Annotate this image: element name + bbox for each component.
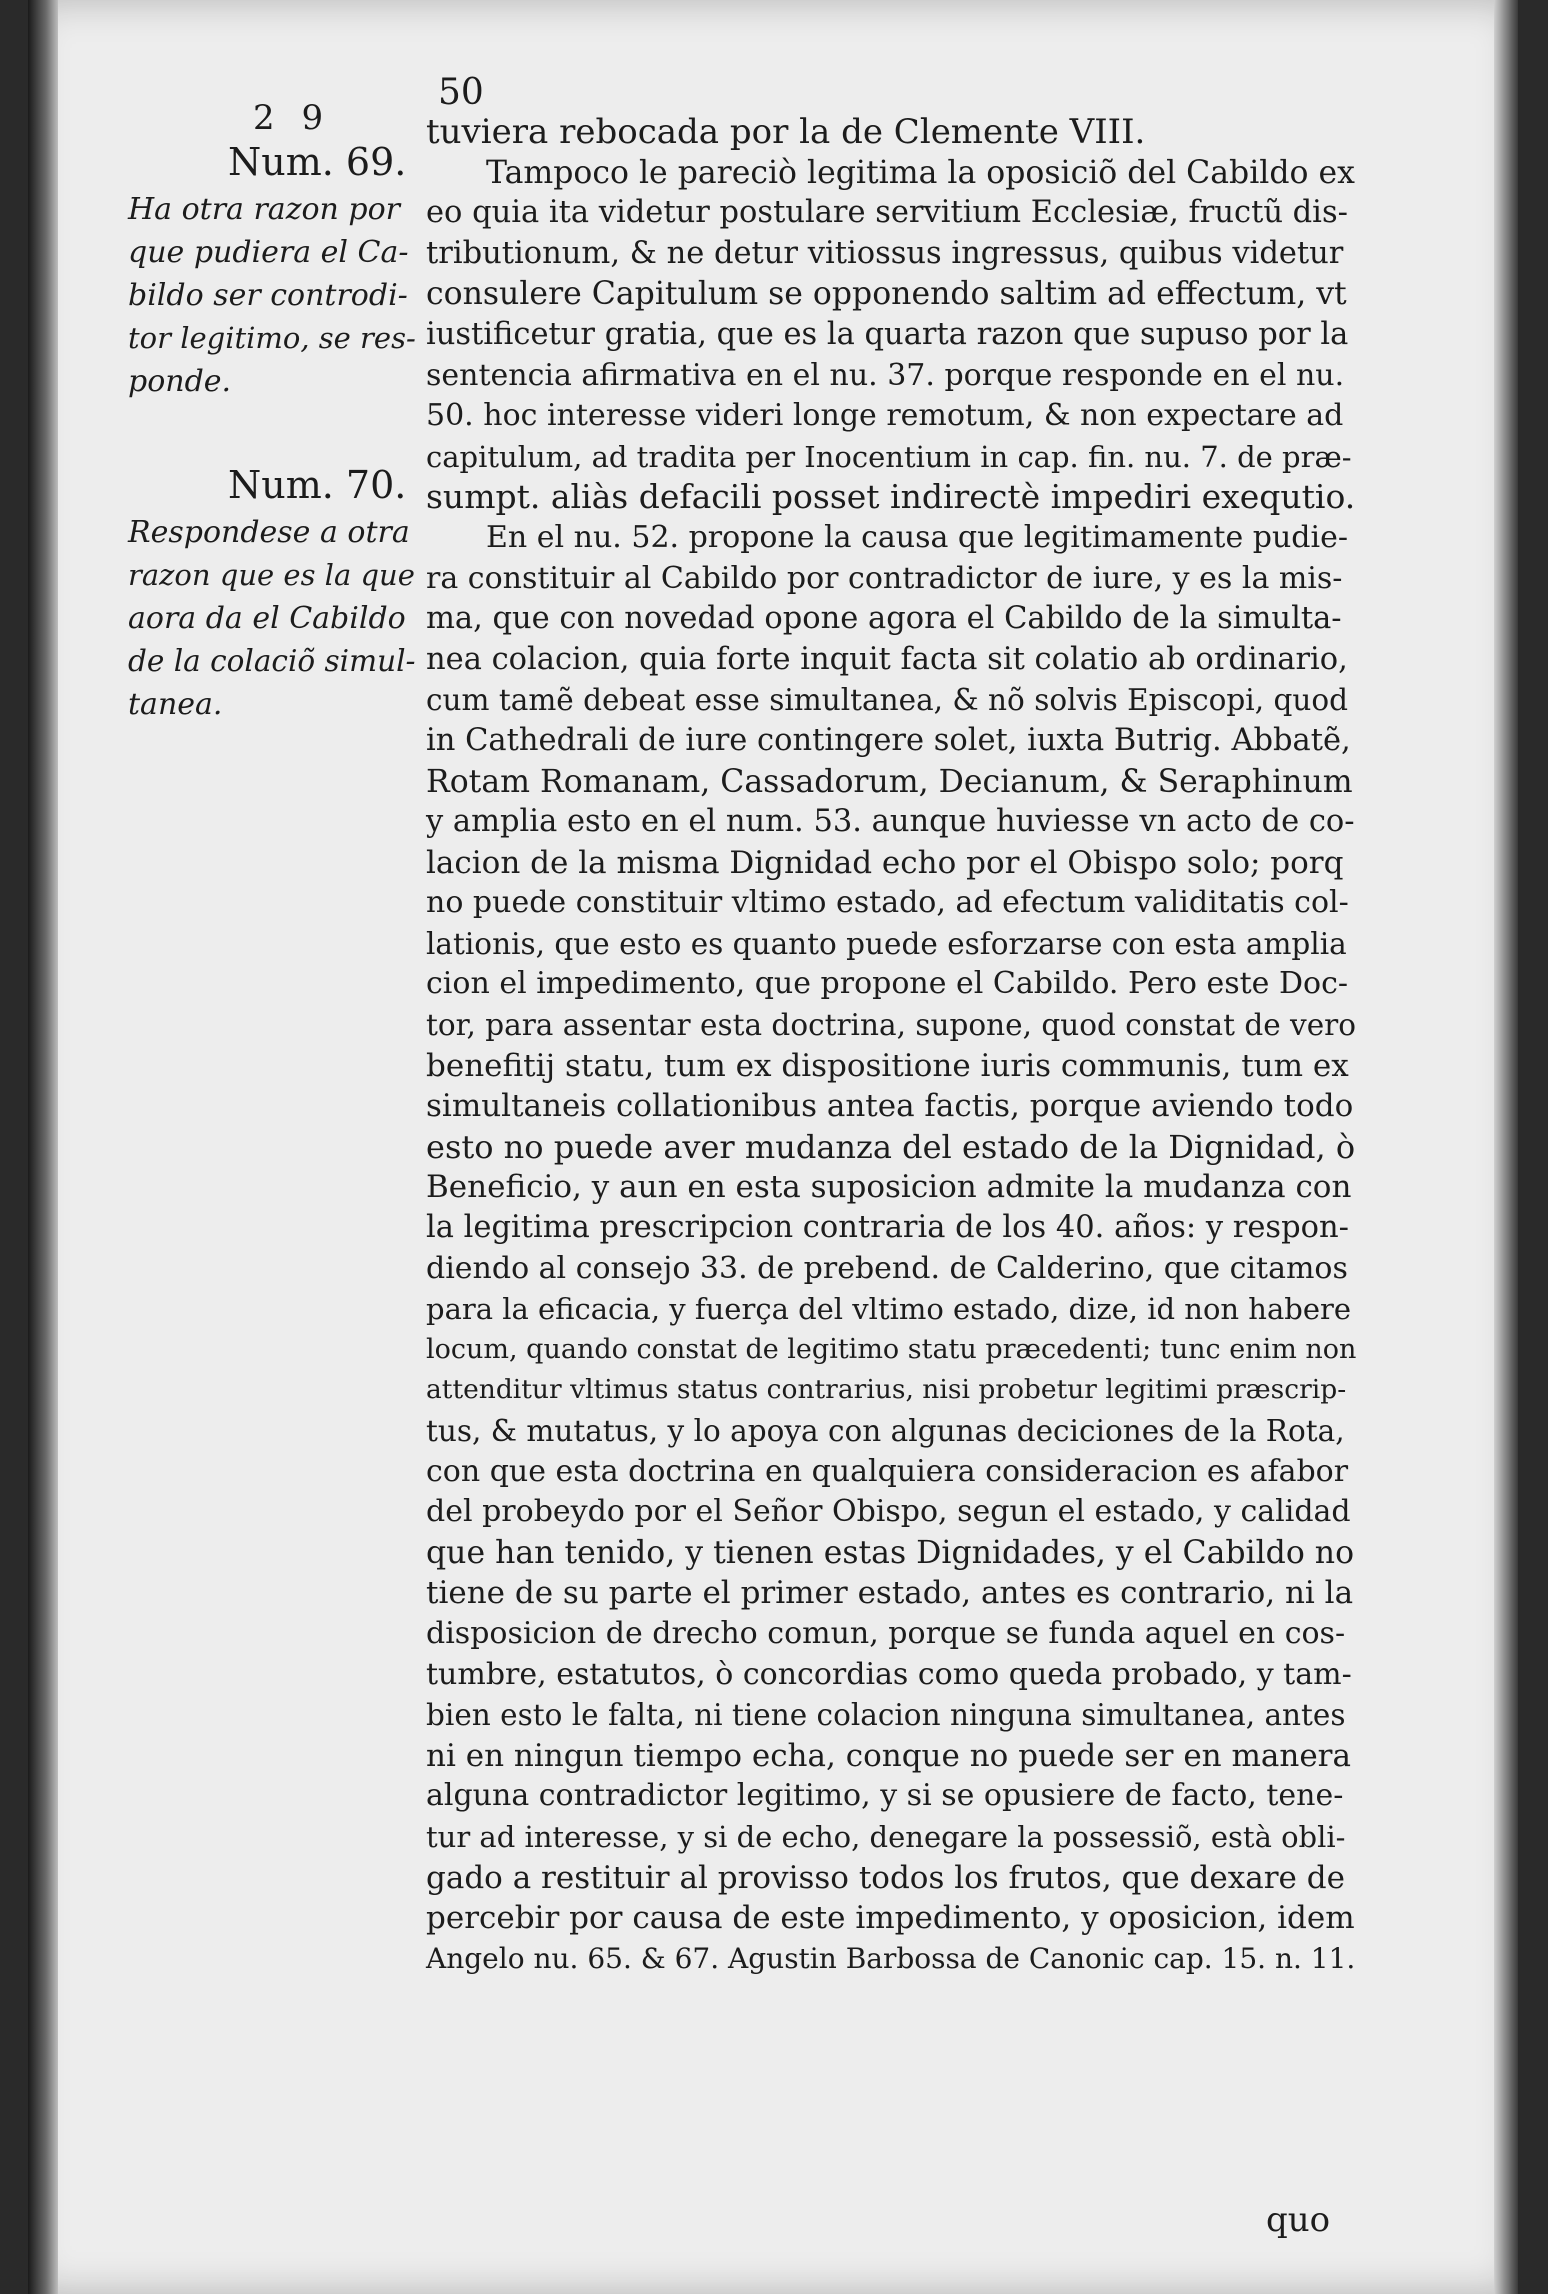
book-page bbox=[28, 0, 1518, 2294]
margin-note-line: que pudiera el Ca- bbox=[128, 235, 409, 270]
text-line: lationis, que esto es quanto puede esforzarse con esta amplia bbox=[426, 926, 1347, 961]
text-line: tiene de su parte el primer estado, antes es contrario, ni la bbox=[426, 1575, 1354, 1612]
page-edge bbox=[1494, 0, 1518, 2294]
text-line: la legitima prescripcion contraria de los 40. años: y respon- bbox=[426, 1210, 1349, 1246]
margin-note-line: tor legitimo, se res- bbox=[128, 321, 416, 355]
margin-note-line: Respondese a otra bbox=[128, 515, 410, 550]
margin-note-line: razon que es la que bbox=[128, 558, 415, 592]
text-line: disposicion de drecho comun, porque se funda aquel en cos- bbox=[426, 1615, 1346, 1651]
text-line: tributionum, & ne detur vitiossus ingressus, quibus videtur bbox=[426, 235, 1344, 271]
margin-note bbox=[128, 463, 418, 726]
text-line: sentencia afirmativa en el nu. 37. porque responde en el nu. bbox=[426, 357, 1345, 393]
text-line: no puede constituir vltimo estado, ad efectum validitatis col- bbox=[426, 885, 1349, 921]
text-line: cion el impedimento, que propone el Cabildo. Pero este Doc- bbox=[426, 966, 1349, 1002]
text-line: tus, & mutatus, y lo apoya con algunas deciciones de la Rota, bbox=[426, 1414, 1345, 1448]
text-line: ma, que con novedad opone agora el Cabildo de la simulta- bbox=[426, 601, 1342, 637]
text-line: consulere Capitulum se opponendo saltim ad effectum, vt bbox=[426, 276, 1347, 313]
text-line: capitulum, ad tradita per Inocentium in cap. fin. nu. 7. de præ- bbox=[426, 439, 1352, 474]
margin-note bbox=[128, 140, 418, 403]
text-line: Rotam Romanam, Cassadorum, Decianum, & Seraphinum bbox=[426, 763, 1353, 800]
text-line: eo quia ita videtur postulare servitium Ecclesiæ, fructũ dis- bbox=[426, 195, 1348, 231]
text-line: bien esto le falta, ni tiene colacion ninguna simultanea, antes bbox=[426, 1698, 1346, 1733]
body-text bbox=[426, 112, 1356, 1979]
margin-note-line: Ha otra razon por bbox=[128, 192, 401, 227]
text-line: con que esta doctrina en qualquiera consideracion es afabor bbox=[426, 1453, 1349, 1489]
text-line: tur ad interesse, y si de echo, denegare la possessiõ, està obli- bbox=[426, 1819, 1346, 1854]
text-line: attenditur vltimus status contrarius, nisi probetur legitimi præscrip- bbox=[426, 1374, 1347, 1406]
text-line: sumpt. aliàs defacili posset indirectè impediri exequtio. bbox=[426, 477, 1356, 517]
text-line: benefitij statu, tum ex dispositione iuris communis, tum ex bbox=[426, 1047, 1349, 1084]
text-line: esto no puede aver mudanza del estado de la Dignidad, ò bbox=[426, 1127, 1356, 1166]
text-line: Tampoco le pareciò legitima la oposiciõ del Cabildo ex bbox=[486, 154, 1355, 191]
text-line: nea colacion, quia forte inquit facta sit colatio ab ordinario, bbox=[426, 641, 1348, 677]
corner-mark: 2 9 bbox=[253, 98, 332, 138]
text-line: alguna contradictor legitimo, y si se opusiere de facto, tene- bbox=[426, 1778, 1344, 1814]
text-line: para la eficacia, y fuerça del vltimo estado, dize, id non habere bbox=[426, 1292, 1352, 1327]
page-number: 50 bbox=[438, 72, 484, 113]
text-line: gado a restituir al provisso todos los frutos, que dexare de bbox=[426, 1859, 1345, 1896]
margin-note-line: aora da el Cabildo bbox=[128, 601, 406, 636]
margin-note-line: bildo ser controdi- bbox=[128, 278, 408, 313]
margin-note-line: tanea. bbox=[128, 687, 223, 722]
text-line: locum, quando constat de legitimo statu præcedenti; tunc enim non bbox=[426, 1333, 1357, 1365]
text-line: que han tenido, y tienen estas Dignidades, y el Cabildo no bbox=[426, 1534, 1355, 1571]
text-line: del probeydo por el Señor Obispo, segun el estado, y calidad bbox=[426, 1494, 1351, 1530]
text-line: tuviera rebocada por la de Clemente VIII. bbox=[426, 112, 1146, 152]
page-gutter bbox=[28, 0, 58, 2294]
text-line: En el nu. 52. propone la causa que legitimamente pudie- bbox=[486, 519, 1348, 555]
text-line: tumbre, estatutos, ò concordias como queda probado, y tam- bbox=[426, 1656, 1352, 1692]
margin-note-heading: Num. 69. bbox=[228, 140, 407, 184]
margin-note-heading: Num. 70. bbox=[228, 463, 407, 507]
text-line: 50. hoc interesse videri longe remotum, & non expectare ad bbox=[426, 398, 1344, 434]
text-line: ra constituir al Cabildo por contradictor de iure, y es la mis- bbox=[426, 560, 1343, 596]
text-line: cum tamẽ debeat esse simultanea, & nõ solvis Episcopi, quod bbox=[426, 683, 1349, 718]
margin-note-line: ponde. bbox=[128, 364, 232, 399]
text-line: iustificetur gratia, que es la quarta razon que supuso por la bbox=[426, 316, 1349, 352]
catchword: quo bbox=[1266, 2200, 1331, 2240]
margin-notes bbox=[128, 140, 418, 786]
text-line: Angelo nu. 65. & 67. Agustin Barbossa de Canonic cap. 15. n. 11. bbox=[426, 1941, 1356, 1975]
text-line: y amplia esto en el num. 53. aunque huviesse vn acto de co- bbox=[426, 804, 1355, 840]
text-line: simultaneis collationibus antea factis, porque aviendo todo bbox=[426, 1088, 1354, 1125]
text-line: diendo al consejo 33. de prebend. de Calderino, que citamos bbox=[426, 1250, 1348, 1286]
text-line: ni en ningun tiempo echa, conque no puede ser en manera bbox=[426, 1737, 1351, 1774]
text-line: in Cathedrali de iure contingere solet, iuxta Butrig. Abbatẽ, bbox=[426, 722, 1351, 758]
text-line: percebir por causa de este impedimento, y oposicion, idem bbox=[426, 1900, 1355, 1937]
text-line: tor, para assentar esta doctrina, supone, quod constat de vero bbox=[426, 1008, 1357, 1043]
margin-note-line: de la colaciõ simul- bbox=[128, 644, 416, 678]
text-line: Beneficio, y aun en esta suposicion admite la mudanza con bbox=[426, 1169, 1352, 1206]
text-line: lacion de la misma Dignidad echo por el Obispo solo; porq bbox=[426, 844, 1344, 881]
